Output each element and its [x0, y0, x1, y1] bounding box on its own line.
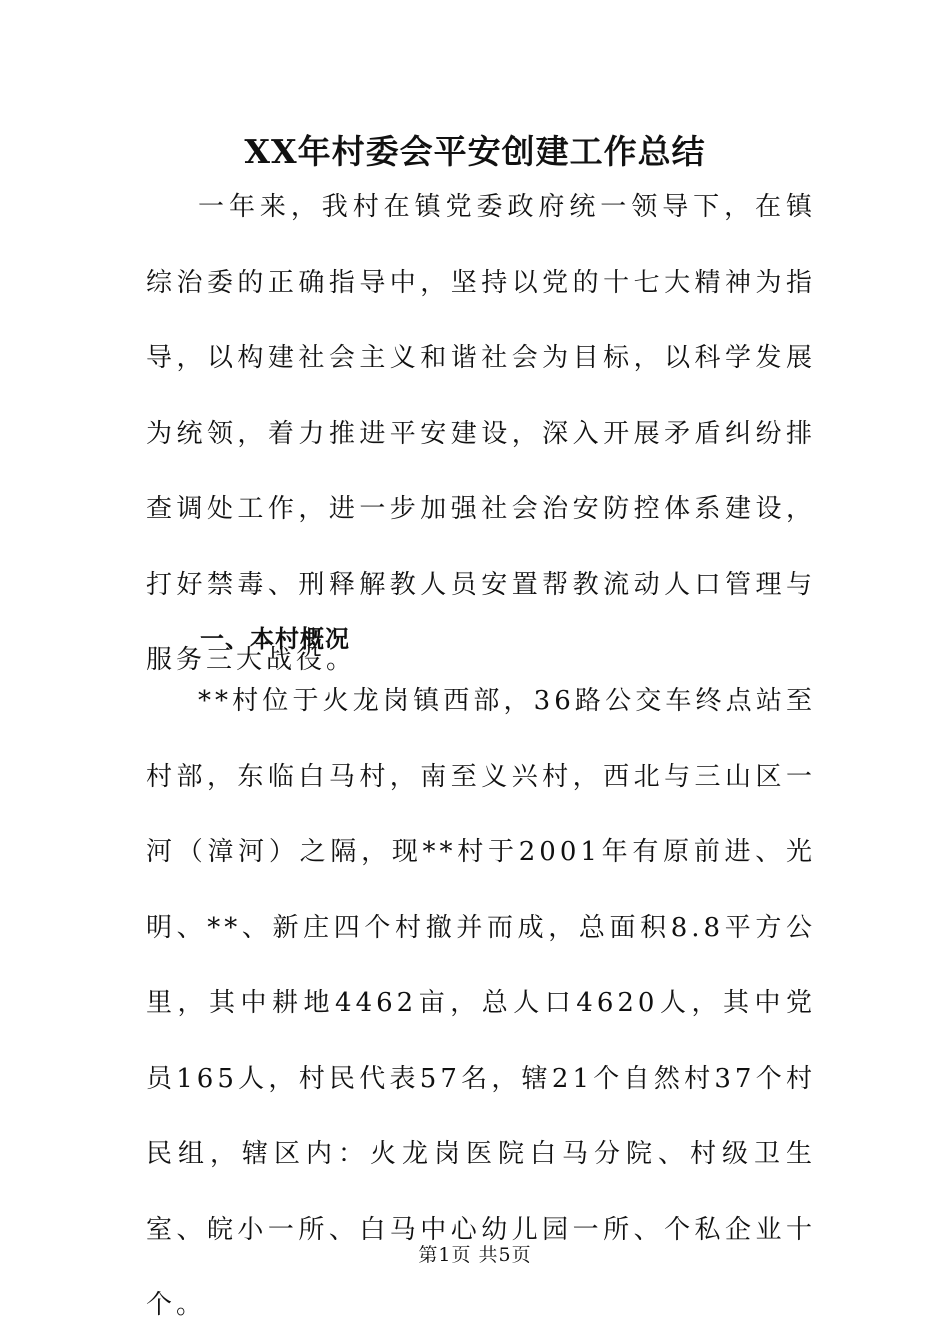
- intro-paragraph: 一年来，我村在镇党委政府统一领导下，在镇综治委的正确指导中，坚持以党的十七大精神为指导，以构建社会主义和谐社会为目标，以科学发展为统领，着力推进平安建设，深入开展矛盾纠纷排查调处工作，进一步加强社会治安防控体系建设，打好禁毒、刑释解教人员安置帮教流动人口管理与服务三大战役。: [146, 192, 816, 675]
- document-title: XX年村委会平安创建工作总结: [244, 132, 706, 171]
- page-footer: 第1页 共5页: [418, 1244, 532, 1266]
- overview-paragraph: **村位于火龙岗镇西部，36路公交车终点站至村部，东临白马村，南至义兴村，西北与三山区一河（漳河）之隔，现**村于2001年有原前进、光明、**、新庄四个村撤并而成，总面积8.8平方公里，其中耕地4462亩，总人口4620人，其中党员165人，村民代表57名，辖21个自然村37个村民组，辖区内：火龙岗医院白马分院、村级卫生室、皖小一所、白马中心幼儿园一所、个私企业十个。: [146, 686, 816, 1320]
- section-heading-overview: 一、本村概况: [200, 625, 350, 653]
